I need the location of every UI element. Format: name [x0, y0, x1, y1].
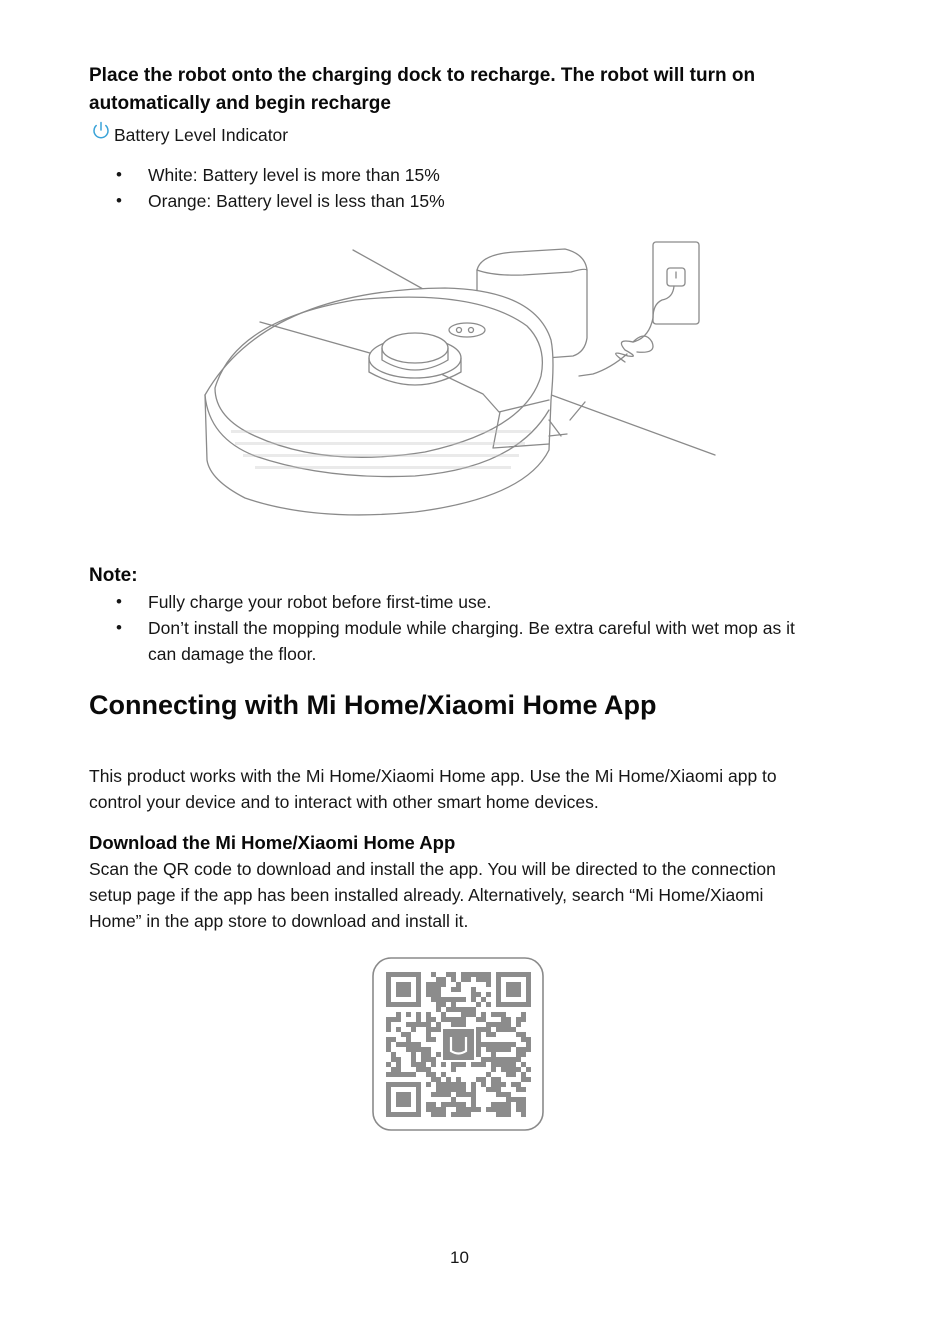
qr-code-icon [372, 957, 544, 1131]
power-icon [90, 120, 112, 142]
recharge-heading: Place the robot onto the charging dock to recharge. The robot will turn on automatically and begin recharge [89, 65, 756, 114]
section-title: Connecting with Mi Home/Xiaomi Home App [89, 690, 657, 720]
robot-vacuum-docking-illustration [175, 230, 745, 545]
note-label: Note: [89, 565, 138, 586]
battery-indicator-label: Battery Level Indicator [114, 125, 289, 145]
list-item: • Fully charge your robot before first-time use. [116, 589, 826, 615]
list-item: • Don’t install the mopping module while charging. Be extra careful with wet mop as it can damage the floor. [116, 615, 826, 667]
battery-level-list [116, 162, 816, 214]
page-number: 10 [450, 1248, 469, 1267]
section-intro: This product works with the Mi Home/Xiaomi Home app. Use the Mi Home/Xiaomi app to control your device and to interact with other smart home devices. [89, 766, 777, 812]
list-item: • Orange: Battery level is less than 15% [116, 188, 816, 214]
download-title: Download the Mi Home/Xiaomi Home App [89, 832, 456, 853]
list-item: • White: Battery level is more than 15% [116, 162, 816, 188]
note-list [116, 589, 826, 667]
battery-indicator-row [90, 122, 288, 148]
download-body: Scan the QR code to download and install the app. You will be directed to the connection setup page if the app has been installed already. Alternatively, search “Mi Home/Xiaomi Home” in the app store to download and install it. [89, 859, 776, 931]
